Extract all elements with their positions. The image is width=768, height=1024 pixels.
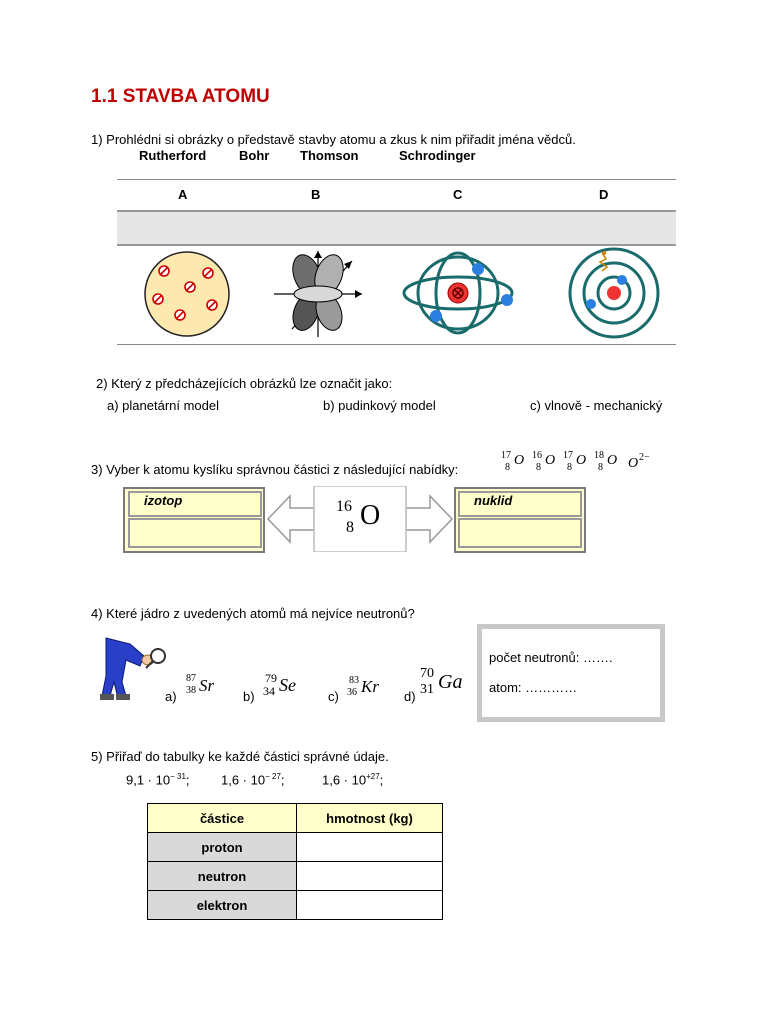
- izotop-answer-field[interactable]: [128, 518, 262, 548]
- question-2-text: 2) Který z předcházejících obrázků lze označit jako:: [96, 376, 393, 391]
- center-nuclide-number: 8: [346, 519, 354, 536]
- column-label-d: D: [599, 187, 609, 202]
- center-nuclide-symbol: O: [360, 500, 381, 531]
- particle-name: neutron: [148, 862, 297, 891]
- question-3-text: 3) Vyber k atomu kyslíku správnou částici z následující nabídky:: [91, 462, 459, 477]
- nuclide-symbol: O: [576, 453, 587, 468]
- nuclide-mass: 17: [501, 450, 511, 461]
- mass-value-2: [221, 772, 285, 787]
- planetary-model-image: [400, 249, 516, 339]
- scientist-name: Bohr: [239, 148, 270, 163]
- orbital-model-image: [272, 249, 364, 339]
- nuclide-symbol: O: [514, 453, 525, 468]
- nuclide-number: 8: [567, 462, 572, 473]
- mass-value-sep: ;: [379, 772, 384, 788]
- scientist-name: Thomson: [300, 148, 359, 163]
- table-top-rule: [117, 179, 676, 180]
- answer-row[interactable]: [117, 210, 676, 246]
- q4-symbol: Kr: [361, 677, 379, 696]
- center-nuclide-mass: 16: [336, 498, 352, 515]
- table-header: částice: [148, 804, 297, 833]
- izotop-label: izotop: [144, 493, 183, 508]
- question-1-text: 1) Prohlédni si obrázky o představě stavby atomu a zkus k nim přiřadit jména vědců.: [91, 132, 576, 147]
- table-bottom-rule: [117, 344, 676, 345]
- detective-illustration: [100, 636, 170, 702]
- atom-field[interactable]: atom: …………: [489, 680, 578, 695]
- neutron-count-field[interactable]: počet neutronů: …….: [489, 650, 613, 665]
- mass-value-base: 9,1 · 10: [126, 772, 171, 788]
- particle-table: [147, 803, 443, 920]
- mass-value-3: [322, 772, 383, 787]
- question-4-text: 4) Které jádro z uvedených atomů má nejvíce neutronů?: [91, 606, 415, 621]
- q4-option-letter: a): [165, 689, 177, 704]
- question-5-text: 5) Přiřaď do tabulky ke každé částici správné údaje.: [91, 749, 389, 764]
- q4-mass: 79: [265, 671, 277, 685]
- nuclide-symbol: O: [545, 453, 556, 468]
- q4-symbol: Se: [279, 675, 296, 695]
- mass-value-exp: − 31: [170, 772, 186, 781]
- q4-mass: 83: [349, 675, 359, 686]
- mass-value-exp: +27: [366, 772, 380, 781]
- q4-number: 34: [263, 684, 275, 698]
- q2-option-c: c) vlnově - mechanický: [530, 398, 663, 413]
- nuclide-number: 8: [505, 462, 510, 473]
- mass-answer-cell[interactable]: [297, 862, 443, 891]
- q4-option-letter: d): [404, 689, 416, 704]
- nuclide-mass: 16: [532, 450, 542, 461]
- neutron-answer-box: [477, 624, 665, 722]
- mass-answer-cell[interactable]: [297, 833, 443, 862]
- q4-symbol: Ga: [438, 671, 463, 693]
- nuklid-answer-field[interactable]: [458, 518, 582, 548]
- oxide-ion-symbol: O: [628, 456, 639, 471]
- nuclide-mass: 18: [594, 450, 604, 461]
- mass-value-base: 1,6 · 10: [221, 772, 266, 788]
- nuclide-number: 8: [598, 462, 603, 473]
- q4-number: 38: [186, 685, 196, 696]
- scientist-name: Rutherford: [139, 148, 207, 163]
- mass-value-1: [126, 772, 190, 787]
- nuclide-symbol: O: [607, 453, 618, 468]
- scientist-name: Schrodinger: [399, 148, 476, 163]
- nuklid-label: nuklid: [474, 493, 513, 508]
- q4-option-letter: c): [328, 689, 339, 704]
- q4-mass: 70: [420, 666, 434, 681]
- particle-name: elektron: [148, 891, 297, 920]
- q4-option-letter: b): [243, 689, 255, 704]
- nuclide-mass: 17: [563, 450, 573, 461]
- column-label-b: B: [311, 187, 321, 202]
- q4-number: 36: [347, 687, 357, 698]
- thomson-model-image: [142, 249, 232, 339]
- mass-value-exp: − 27: [265, 772, 281, 781]
- nuclide-number: 8: [536, 462, 541, 473]
- table-header: hmotnost (kg): [297, 804, 443, 833]
- q4-symbol: Sr: [199, 676, 215, 695]
- oxide-ion-charge: 2−: [639, 452, 650, 463]
- mass-value-sep: ;: [185, 772, 190, 788]
- particle-name: proton: [148, 833, 297, 862]
- mass-value-base: 1,6 · 10: [322, 772, 367, 788]
- q2-option-b: b) pudinkový model: [323, 398, 436, 413]
- mass-value-sep: ;: [280, 772, 285, 788]
- q4-number: 31: [420, 682, 434, 697]
- column-label-c: C: [453, 187, 463, 202]
- bohr-model-image: [566, 247, 662, 339]
- q2-option-a: a) planetární model: [107, 398, 220, 413]
- page-title: 1.1 STAVBA ATOMU: [91, 86, 270, 107]
- column-label-a: A: [178, 187, 188, 202]
- mass-answer-cell[interactable]: [297, 891, 443, 920]
- q4-mass: 87: [186, 673, 196, 684]
